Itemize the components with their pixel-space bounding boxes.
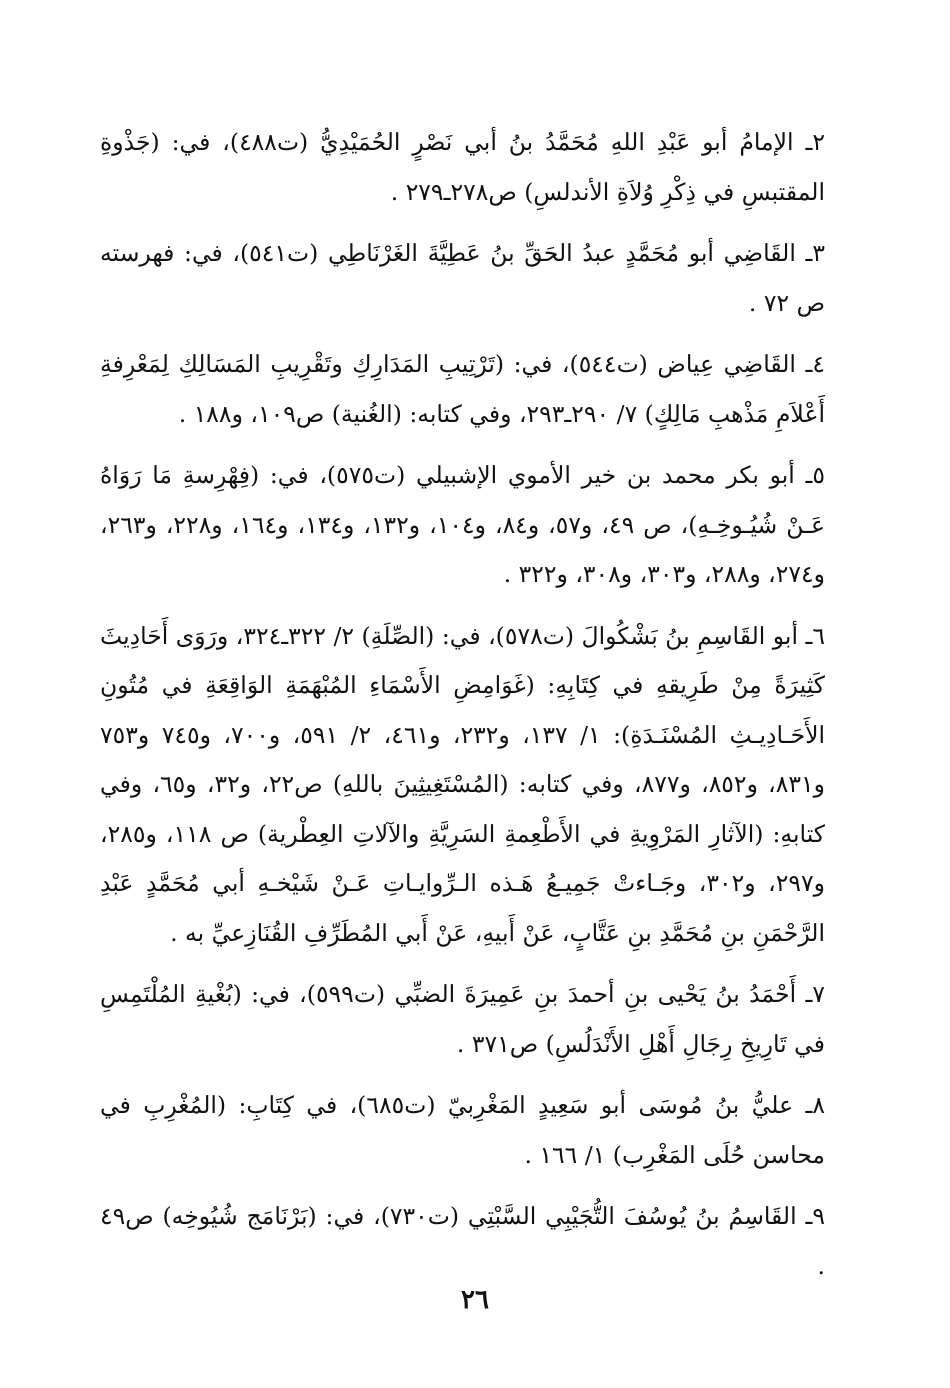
entry-7 [100,970,825,1069]
entry-text: ٧ـ أَحْمَدُ بنُ يَحْيى بنِ أحمدَ بنِ عَمِيرَةَ الضبِّي (ت٥٩٩)، في: (بُغْيةِ المُلْتَمِسِ في تَارِيخِ رِجَالِ أَهْلِ الأَنْدَلُسِ) ص٣٧١ . [100,980,825,1058]
entry-text: ٨ـ عليُّ بنُ مُوسَى أبو سَعِيدٍ المَغْرِبيّ (ت٦٨٥)، في كِتَابِ: (المُغْرِبِ في محاسن حُلَى المَغْرِب) ١/ ١٦٦ . [100,1091,825,1169]
page-number: ٢٦ [461,1285,489,1315]
entry-5 [100,451,825,600]
entry-text: ٤ـ القَاضِي عِياض (ت٥٤٤)، في: (تَرْتِيبِ المَدَارِكِ وتَقْرِيبِ المَسَالِكِ لِمَعْرِفةِ أَعْلاَمِ مَذْهبِ مَالِكٍ) ٧/ ٢٩٠ـ٢٩٣، وفي كتابه: (الغُنية) ص١٠٩، و١٨٨ . [100,350,825,428]
entry-text: ٩ـ القَاسِمُ بنُ يُوسُفَ التُّجَيْبِي السَّبْتِي (ت٧٣٠)، في: (بَرْنَامَج شُيُوخِه) ص٤٩ . [100,1202,825,1280]
entry-text: ٦ـ أبو القَاسِمِ بنُ بَشْكُوالَ (ت٥٧٨)، في: (الصِّلَةِ) ٢/ ٣٢٢ـ٣٢٤، ورَوَى أَحَادِيثَ كَثِيرَةً مِنْ طَرِيقهِ في كِتَابِهِ: (غَوَامِضِ الأَسْمَاءِ المُبْهَمَةِ الوَاقِعَةِ في مُتُونِ الأَحَـادِيـثِ المُسْنَـدَةِ): ١/ ١٣٧، و٢٣٢، و٤٦١، ٢/ ٥٩١، و٧٠٠، و٧٤٥ و٧٥٣ و٨٣١، و٨٥٢، و٨٧٧، وفي كتابه: (المُسْتَغِيثِينَ باللهِ) ص٢٢، و٣٢، و٦٥، وفي كتابهِ: (الآثارِ المَرْوِيةِ في الأَطْعِمةِ السَرِيَّةِ والآلاتِ العِطْرية) ص ١١٨، و٢٨٥، و٢٩٧، و٣٠٢، وجَـاءتْ جَمِيـعُ هَـذه الـرِّوايـاتِ عَـنْ شَيْخـهِ أبي مُحَمَّدٍ عَبْدِ الرَّحْمَنِ بنِ مُحَمَّدِ بنِ عَتَّابٍ، عَنْ أَبيهِ، عَنْ أَبي المُطَرِّفِ القُنَازِعيِّ به . [100,621,826,947]
entry-9 [100,1192,825,1291]
page-body [100,118,825,1303]
entry-4 [100,340,825,439]
entry-2 [100,118,825,217]
entry-text: ٣ـ القَاضِي أبو مُحَمَّدٍ عبدُ الحَقِّ بنُ عَطِيَّةَ الغَرْنَاطِي (ت٥٤١)، في: فهرسته ص ٧٢ . [100,239,825,317]
entry-8 [100,1081,825,1180]
entry-3 [100,229,825,328]
entry-text: ٢ـ الإمامُ أبو عَبْدِ اللهِ مُحَمَّدُ بنُ أبي نَصْرٍ الحُمَيْدِيُّ (ت٤٨٨)، في: (جَذْوةِ المقتبسِ في ذِكْرِ وُلاَةِ الأندلسِ) ص٢٧٨ـ٢٧٩ . [100,128,825,206]
entry-6 [100,612,825,959]
entry-text: ٥ـ أبو بكر محمد بن خير الأموي الإشبيلي (ت٥٧٥)، في: (فِهْرِسةِ مَا رَوَاهُ عَـنْ شُيُـوخِـهِ)، ص ٤٩، و٥٧، و٨٤، و١٠٤، و١٣٢، و١٣٤، و١٦٤، و٢٢٨، و٢٦٣، و٢٧٤، و٢٨٨، و٣٠٣، و٣٠٨، و٣٢٢ . [100,461,826,588]
